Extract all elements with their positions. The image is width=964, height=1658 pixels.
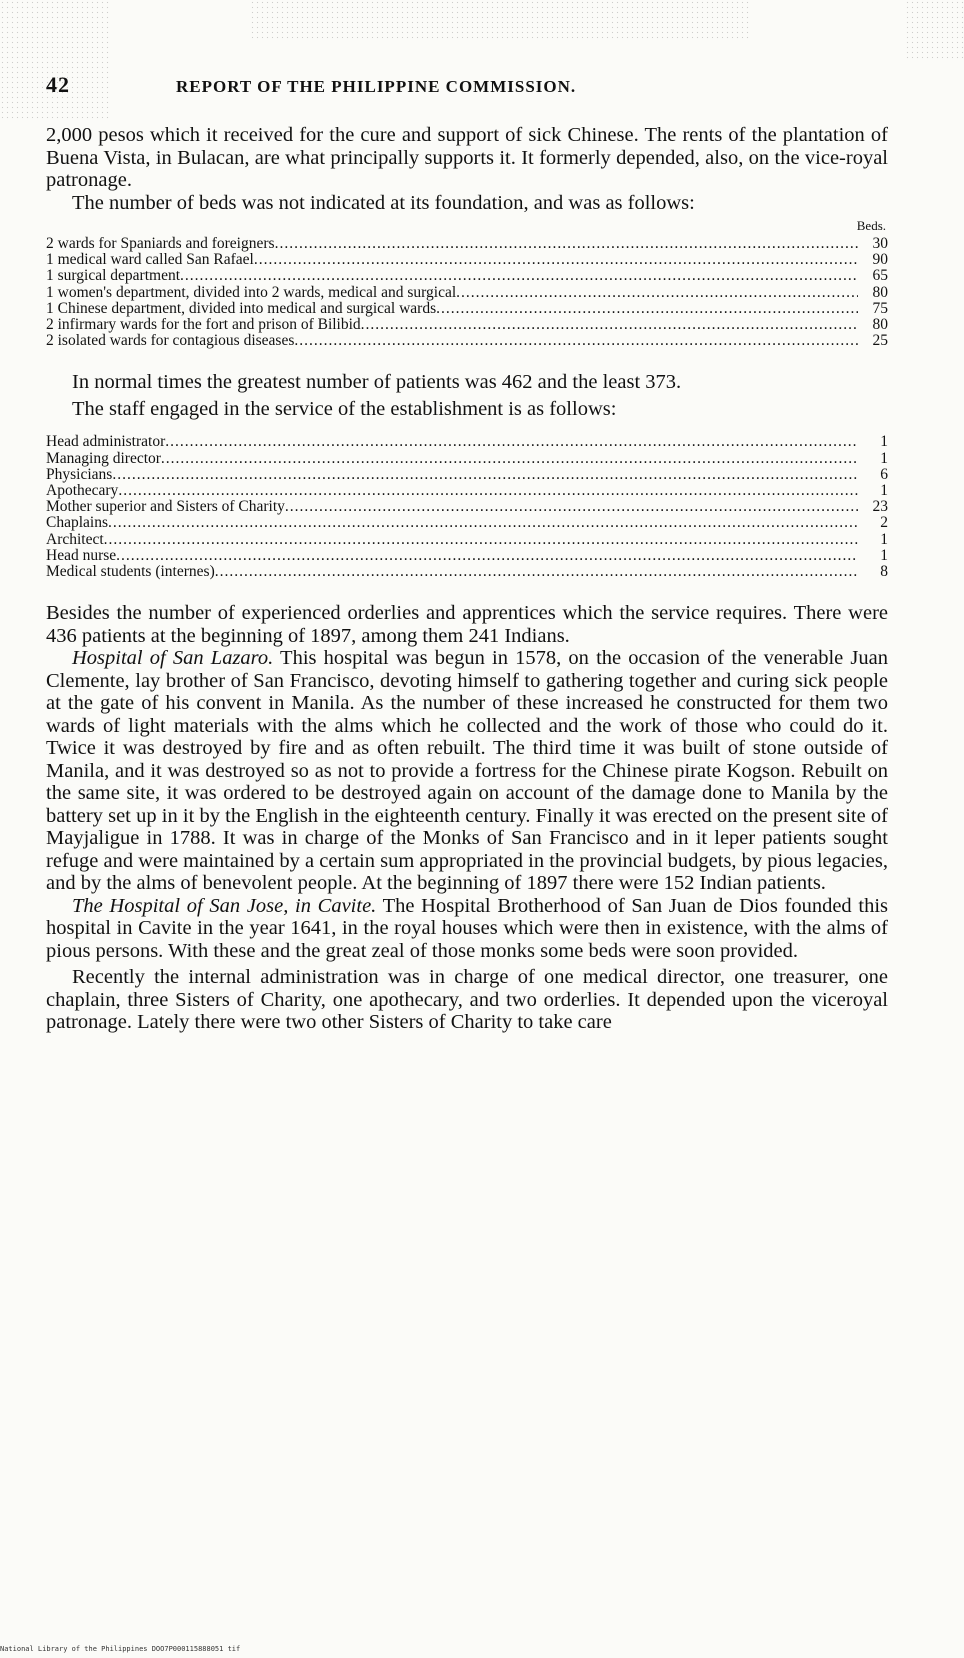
beds-label: 1 Chinese department, divided into medical and surgical wards [46,299,437,317]
staff-row [46,483,888,499]
paragraph-1: 2,000 pesos which it received for the cure and support of sick Chinese. The rents of the plantation of Buena Vista, in Bulacan, are what principally supports it. It formerly depended, also, on the vice-royal patronage. [46,124,888,191]
paragraph-7-body: The Hospital Brotherhood of San Juan de Dios founded this hospital in Cavite in the year 1641, in the royal houses which were then in existence, with the alms of pious persons. With these and the great zeal of those monks some beds were soon provided. [46,894,888,962]
staff-value: 8 [880,563,888,581]
paragraph-6 [46,647,888,895]
section-title-san-lazaro: Hospital of San Lazaro. [72,647,274,670]
beds-value: 65 [872,267,888,285]
paragraph-4: The staff engaged in the service of the establishment is as follows: [72,397,617,420]
paragraph-7 [46,895,888,963]
leader-dots [436,301,858,317]
leader-dots [285,499,858,515]
paragraph-8: Recently the internal administration was in charge of one medical director, one treasurer, one chaplain, three Sisters of Charity, one apothecary, and two orderlies. It depended upon the viceroyal patronage. Lately there were two other Sisters of Charity to take care [46,966,888,1034]
paragraph-6-body: This hospital was begun in 1578, on the occasion of the venerable Juan Clemente, lay brother of San Francisco, devoting himself to gathering together and curing sick people at the gate of his convent in Manila. As the number of these increased he constructed for them two wards of light materials with the alms which he collected and the work of those who could do it. Twice it was destroyed by fire and as often rebuilt. The third time it was built of stone outside of Manila, and it was destroyed so as not to provide a fortress for the Chinese pirate Kogson. Rebuilt on the same site, it was ordered to be destroyed again on account of the damage done to Manila by the battery set up in it by the English in the eighteenth century. Finally it was erected on the present site of Mayjaligue in 1788. It was in charge of the Monks of San Francisco and in it leper patients sought refuge and were maintained by a certain sum appropriated in the provincial budgets, by pious legacies, and by the alms of benevolent people. At the beginning of 1897 there were 152 Indian patients. [46,647,888,895]
beds-value: 80 [872,283,888,301]
beds-value: 80 [872,316,888,334]
leader-dots [165,434,858,450]
beds-label: 2 infirmary wards for the fort and prison of Bilibid [46,316,361,334]
beds-row [46,285,888,301]
paragraph-5: Besides the number of experienced orderlies and apprentices which the service requires. There were 436 patients at the beginning of 1897, among them 241 Indians. [46,602,888,647]
scan-footer: National Library of the Philippines DOO7P000115888051 tif [0,1645,241,1653]
leader-dots [180,268,858,284]
staff-row [46,499,888,515]
beds-row [46,252,888,268]
staff-row [46,532,888,548]
staff-row [46,434,888,450]
beds-row [46,236,888,252]
leader-dots [108,515,858,531]
beds-table [46,218,888,349]
beds-value: 90 [872,251,888,269]
beds-row [46,301,888,317]
staff-row [46,515,888,531]
section-title-san-jose: The Hospital of San Jose, in Cavite. [72,894,377,917]
beds-row [46,333,888,349]
staff-label: Head nurse [46,546,117,564]
staff-row [46,467,888,483]
beds-label: 1 surgical department [46,267,181,285]
staff-value: 1 [880,530,888,548]
beds-value: 30 [872,235,888,252]
staff-value: 6 [880,465,888,483]
leader-dots [294,333,858,349]
leader-dots [118,483,858,499]
leader-dots [104,532,858,548]
beds-label: 2 isolated wards for contagious diseases [46,332,295,350]
staff-label: Managing director [46,449,161,467]
beds-value: 75 [872,299,888,317]
staff-row [46,564,888,580]
leader-dots [161,451,858,467]
beds-column-header: Beds. [856,218,886,233]
beds-row [46,317,888,333]
staff-label: Chaplains [46,514,108,532]
beds-label: 1 medical ward called San Rafael [46,251,254,269]
staff-label: Mother superior and Sisters of Charity [46,498,285,516]
staff-value: 1 [880,433,888,451]
beds-row [46,268,888,284]
staff-table [46,434,888,580]
beds-label: 2 wards for Spaniards and foreigners [46,235,275,252]
leader-dots [361,317,858,333]
page [46,72,888,1034]
staff-value: 2 [880,514,888,532]
staff-label: Architect [46,530,104,548]
staff-row [46,548,888,564]
staff-row [46,451,888,467]
staff-label: Head administrator [46,433,166,451]
staff-label: Apothecary [46,482,119,500]
leader-dots [254,252,858,268]
beds-label: 1 women's department, divided into 2 wards, medical and surgical [46,283,457,301]
leader-dots [116,548,858,564]
running-head: REPORT OF THE PHILIPPINE COMMISSION. [176,77,577,96]
staff-label: Physicians [46,465,113,483]
staff-label: Medical students (internes) [46,563,215,581]
leader-dots [112,467,858,483]
beds-value: 25 [872,332,888,350]
staff-value: 23 [872,498,888,516]
staff-value: 1 [880,482,888,500]
page-number: 42 [46,72,70,97]
leader-dots [275,236,858,252]
page-header [46,72,888,102]
paragraph-2: The number of beds was not indicated at its foundation, and was as follows: [72,191,695,214]
leader-dots [215,564,858,580]
staff-value: 1 [880,449,888,467]
leader-dots [456,285,858,301]
paragraph-3: In normal times the greatest number of patients was 462 and the least 373. [72,371,682,394]
scan-noise-right [905,0,964,60]
staff-value: 1 [880,546,888,564]
scan-noise-top [250,0,750,40]
